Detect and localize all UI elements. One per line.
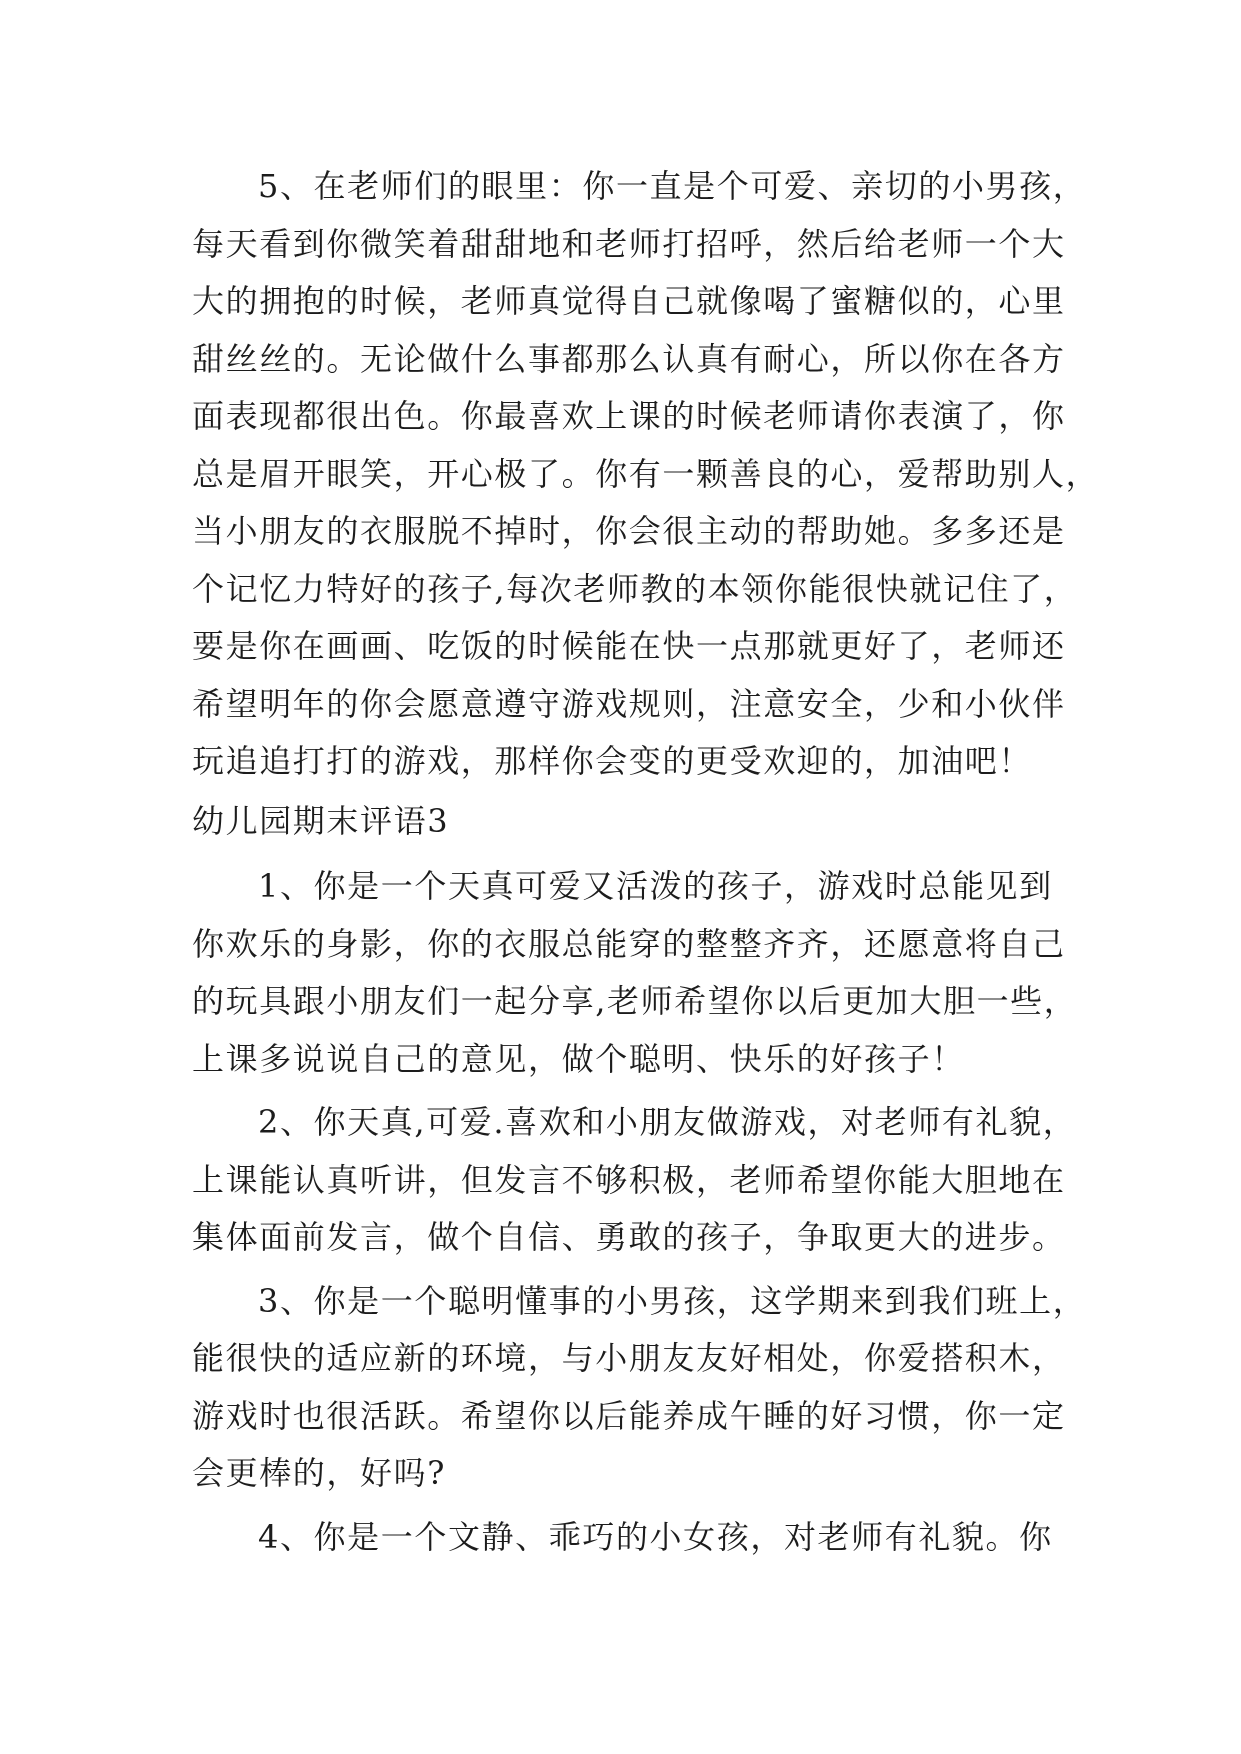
- paragraph-line: 2、你天真,可爱.喜欢和小朋友做游戏，对老师有礼貌，: [258, 1103, 1077, 1141]
- paragraph-line: 集体面前发言，做个自信、勇敢的孩子，争取更大的进步。: [192, 1218, 1066, 1256]
- paragraph-comment-2: [192, 1094, 1092, 1267]
- paragraph-line: 每天看到你微笑着甜甜地和老师打招呼，然后给老师一个大: [192, 224, 1066, 263]
- paragraph-line: 甜丝丝的。无论做什么事都那么认真有耐心，所以你在各方: [192, 339, 1066, 378]
- paragraph-line: 上课能认真听讲，但发言不够积极，老师希望你能大胆地在: [192, 1160, 1066, 1199]
- paragraph-comment-5: [192, 158, 1100, 791]
- paragraph-line: 1、你是一个天真可爱又活泼的孩子，游戏时总能见到: [258, 867, 1053, 905]
- paragraph-comment-4: [192, 1509, 1092, 1567]
- paragraph-line: 你欢乐的身影，你的衣服总能穿的整整齐齐，还愿意将自己: [192, 924, 1066, 963]
- document-body: [192, 158, 1100, 1566]
- paragraph-line: 3、你是一个聪明懂事的小男孩，这学期来到我们班上，: [258, 1281, 1087, 1320]
- paragraph-line: 4、你是一个文静、乖巧的小女孩，对老师有礼貌。你: [258, 1517, 1053, 1556]
- paragraph-line: 面表现都很出色。你最喜欢上课的时候老师请你表演了，你: [192, 397, 1066, 435]
- paragraph-line: 希望明年的你会愿意遵守游戏规则，注意安全，少和小伙伴: [192, 684, 1066, 723]
- paragraph-line: 会更棒的，好吗?: [192, 1454, 446, 1492]
- paragraph-line: 总是眉开眼笑，开心极了。你有一颗善良的心，爱帮助别人，: [192, 454, 1100, 493]
- paragraph-line: 要是你在画画、吃饭的时候能在快一点那就更好了，老师还: [192, 627, 1066, 665]
- section-heading: 幼儿园期末评语3: [192, 801, 450, 840]
- paragraph-comment-3: [192, 1273, 1092, 1503]
- paragraph-comment-1: [192, 858, 1092, 1088]
- paragraph-line: 5、在老师们的眼里：你一直是个可爱、亲切的小男孩，: [258, 167, 1087, 205]
- paragraph-line: 游戏时也很活跃。希望你以后能养成午睡的好习惯，你一定: [192, 1396, 1066, 1435]
- paragraph-line: 当小朋友的衣服脱不掉时，你会很主动的帮助她。多多还是: [192, 512, 1066, 550]
- paragraph-line: 个记忆力特好的孩子,每次老师教的本领你能很快就记住了，: [192, 569, 1078, 608]
- paragraph-line: 玩追追打打的游戏，那样你会变的更受欢迎的，加油吧！: [192, 742, 1033, 780]
- paragraph-line: 能很快的适应新的环境，与小朋友友好相处，你爱搭积木，: [192, 1339, 1066, 1377]
- paragraph-line: 上课多说说自己的意见，做个聪明、快乐的好孩子！: [192, 1039, 965, 1078]
- paragraph-line: 的玩具跟小朋友们一起分享,老师希望你以后更加大胆一些，: [192, 982, 1078, 1020]
- paragraph-line: 大的拥抱的时候，老师真觉得自己就像喝了蜜糖似的，心里: [192, 282, 1066, 320]
